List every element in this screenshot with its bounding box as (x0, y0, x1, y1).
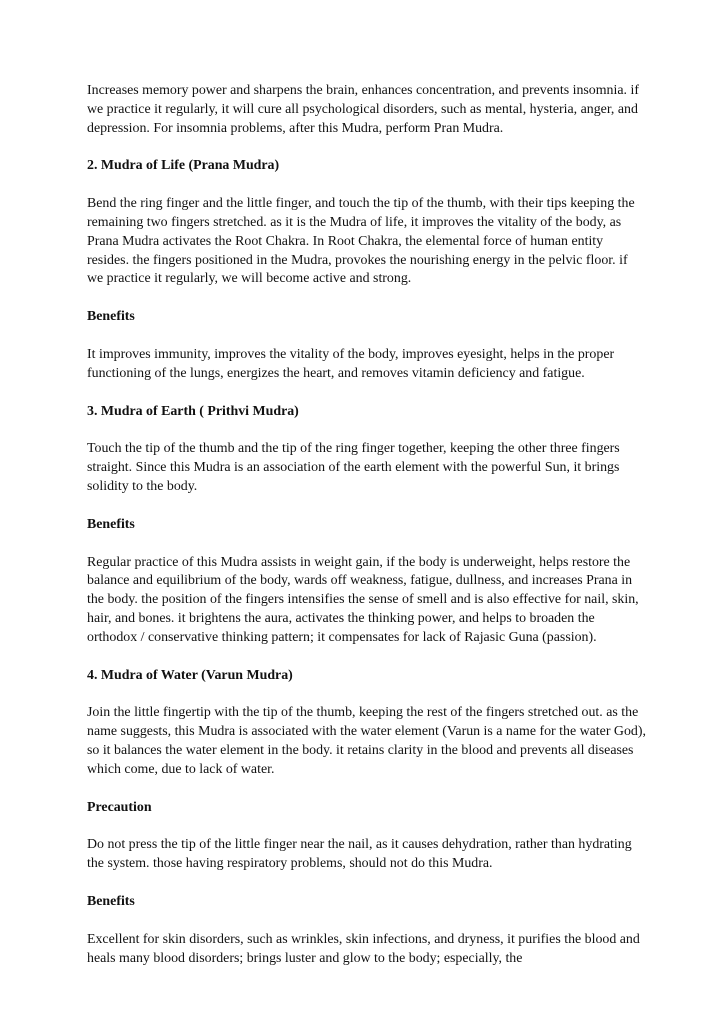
prithvi-mudra-paragraph: Touch the tip of the thumb and the tip of the ring finger together, keeping the other three fingers straight. Since this Mudra is an association of the earth element with the powerful Sun, it brings solidity to the body. (87, 441, 620, 494)
prana-mudra-paragraph: Bend the ring finger and the little finger, and touch the tip of the thumb, with their tips keeping the remaining two fingers stretched. as it is the Mudra of life, it improves the vitality of the body, as Prana Mudra activates the Root Chakra. In Root Chakra, the elemental force of human entity resides. the fingers positioned in the Mudra, provokes the nourishing energy in the pelvic floor. if we practice it regularly, we will become active and strong. (87, 196, 635, 287)
intro-paragraph: Increases memory power and sharpens the brain, enhances concentration, and prevents insomnia. if we practice it regularly, it will cure all psychological disorders, such as mental, hysteria, anger, and depression. For insomnia problems, after this Mudra, perform Pran Mudra. (87, 83, 639, 136)
precaution-paragraph: Do not press the tip of the little finger near the nail, as it causes dehydration, rather than hydrating the system. those having respiratory problems, should not do this Mudra. (87, 837, 632, 872)
benefits-heading: Benefits (87, 893, 135, 909)
varun-benefits-paragraph: Excellent for skin disorders, such as wrinkles, skin infections, and dryness, it purifies the blood and heals many blood disorders; brings luster and glow to the body; especially, the (87, 931, 640, 966)
benefits-heading: Benefits (87, 516, 135, 532)
section-heading-varun-mudra: 4. Mudra of Water (Varun Mudra) (87, 667, 293, 683)
benefits-heading: Benefits (87, 309, 135, 325)
precaution-heading: Precaution (87, 799, 152, 815)
section-heading-prithvi-mudra: 3. Mudra of Earth ( Prithvi Mudra) (87, 403, 299, 419)
prana-benefits-paragraph: It improves immunity, improves the vitality of the body, improves eyesight, helps in the proper functioning of the lungs, energizes the heart, and removes vitamin deficiency and fatigue. (87, 346, 615, 381)
document-page (87, 82, 647, 987)
prithvi-benefits-paragraph: Regular practice of this Mudra assists in weight gain, if the body is underweight, helps restore the balance and equilibrium of the body, wards off weakness, fatigue, dullness, and increases Prana in the body. the position of the fingers intensifies the sense of smell and is also effective for nail, skin, hair, and bones. it brightens the aura, activates the thinking power, and helps to broaden the orthodox / conservative thinking pattern; it compensates for lack of Rajasic Guna (passion). (87, 554, 639, 645)
varun-mudra-paragraph: Join the little fingertip with the tip of the thumb, keeping the rest of the fingers stretched out. as the name suggests, this Mudra is associated with the water element (Varun is a name for the water God), so it balances the water element in the body. it retains clarity in the blood and prevents all diseases which come, due to lack of water. (87, 705, 646, 777)
section-heading-prana-mudra: 2. Mudra of Life (Prana Mudra) (87, 158, 280, 174)
